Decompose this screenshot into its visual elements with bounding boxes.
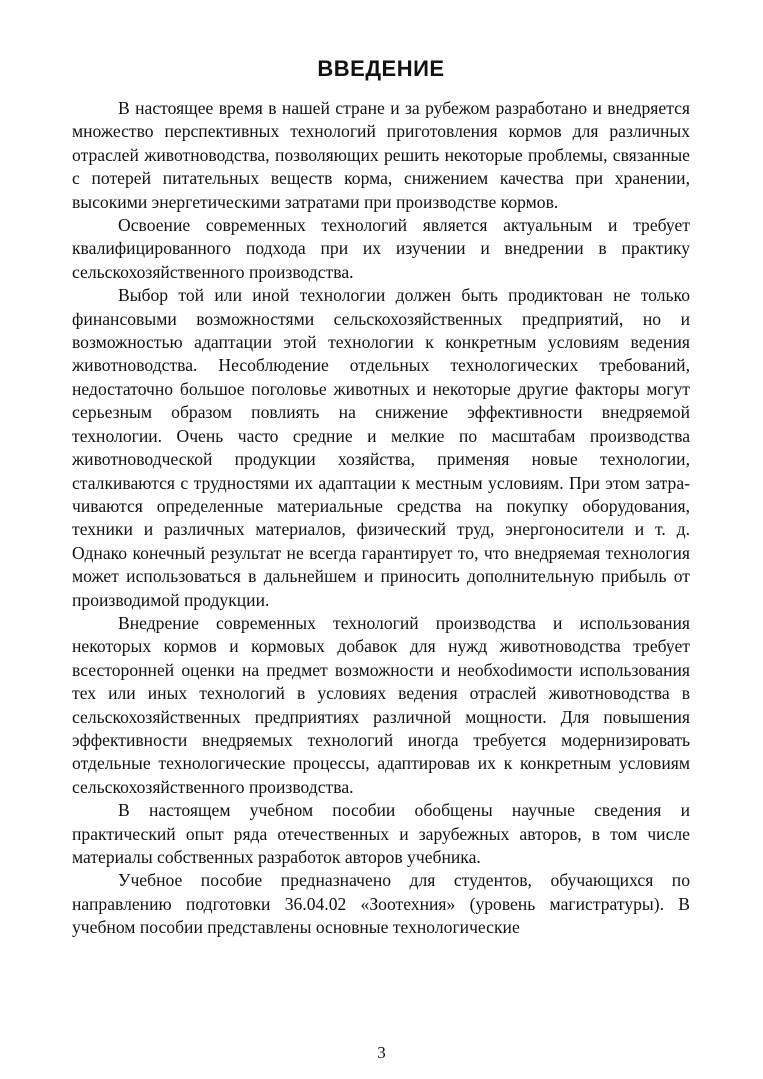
page-title: ВВЕДЕНИЕ — [317, 56, 445, 81]
paragraph-4: Внедрение современных технологий производства и использования некоторых кормов и кормовых добавок для нужд животноводства требует всесторонней оценки на предмет возможности и необхоdимости использования тех или иных технологий в условиях ведения отраслей животноводства в сельскохозяйственных предприятиях различной мощности. Для повышения эффективности внедряемых технологий иногда требуется модернизировать отдельные технологические процессы, адаптировав их к конкретным условиям сельскохозяйственного производства. — [72, 612, 690, 797]
paragraph-2: Освоение современных технологий является актуальным и требует квалифицированного подхода при их изучении и внедрении в практику сельскохозяйственного производства. — [72, 215, 690, 282]
paragraph-5: В настоящем учебном пособии обобщены научные сведения и практический опыт ряда отечественных и зарубежных авторов, в том числе материалы собственных разработок авторов учебника. — [72, 800, 690, 867]
paragraph-1: В настоящее время в нашей стране и за рубежом разработано и внедряется множество перспективных технологий приготовления кормов для различных отраслей животноводства, позволяющих решить некоторые проблемы, связанные с потерей питательных веществ корма, снижением качества при хранении, высокими энергетическими затратами при производстве кормов. — [72, 98, 690, 212]
paragraph-6: Учебное пособие предназначено для студентов, обучающихся по направлению подготовки 36.04.02 «Зоотехния» (уровень магистратуры). В учебном пособии представлены основные технологические — [72, 870, 690, 938]
page-number: 3 — [377, 1043, 386, 1062]
paragraph-3: Выбор той или иной технологии должен быть продиктован не только финансовыми возможностями сельскохозяйственных предприятий, но и возможностью адаптации этой технологии к конкретным условиям ведения животноводства. Несоблюдение отдельных технологических требований, недостаточно большое поголовье животных и некоторые другие факторы могут серьезным образом повлиять на снижение эффективности внедряемой технологии. Очень часто средние и мелкие по масштабам производства животноводческой продукции хозяйства, применяя новые технологии, сталкиваются с трудностями их адаптации к местным условиям. При этом затрачиваются определенные материальные средства на покупку оборудования, техники и различных материалов, физический труд, энергоносители и т. д. Однако конечный результат не всегда гарантирует то, что внедряемая технология может использоваться в дальнейшем и приносить дополнительную прибыль от производимой продукции. — [72, 285, 690, 610]
body-text — [72, 97, 690, 940]
